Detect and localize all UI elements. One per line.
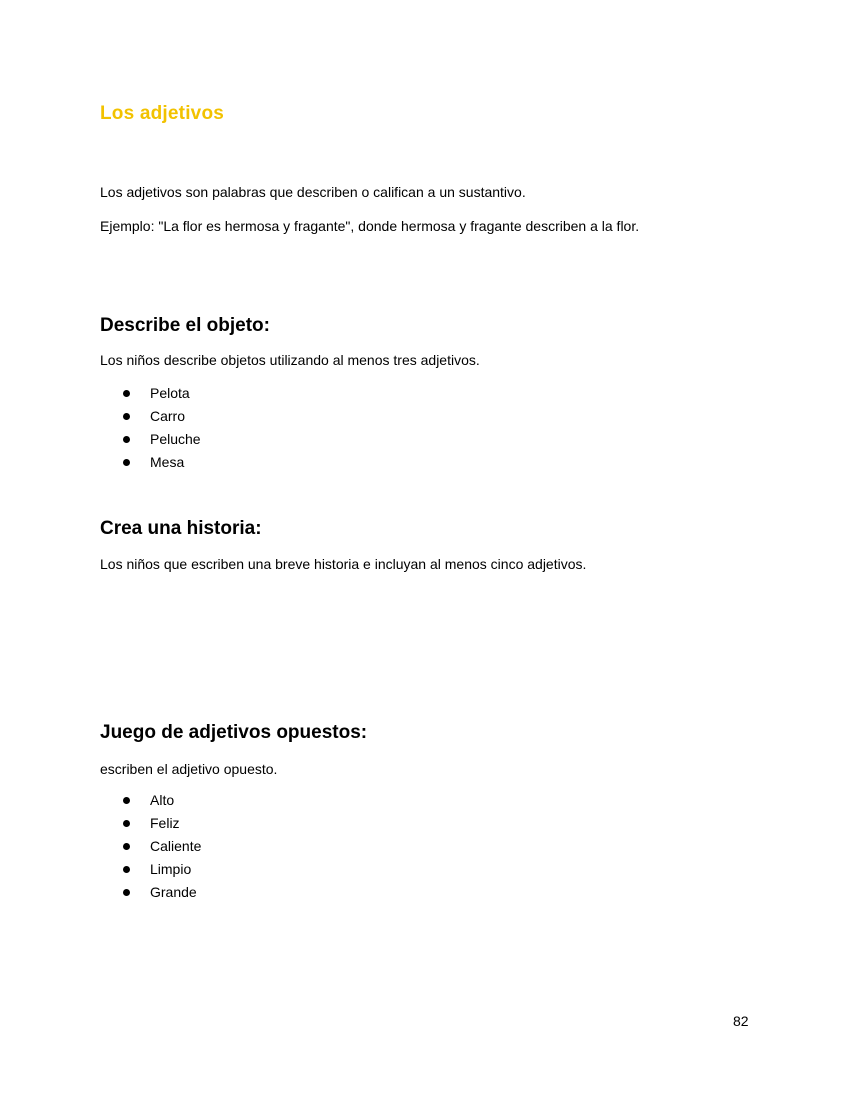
- list-item: Mesa: [123, 451, 201, 474]
- page-number: 82: [733, 1013, 749, 1029]
- list-item: Carro: [123, 405, 201, 428]
- section-heading-story: Crea una historia:: [100, 518, 262, 539]
- object-list: [123, 382, 201, 474]
- list-item: Feliz: [123, 812, 201, 835]
- bullet-icon: [123, 866, 130, 873]
- bullet-icon: [123, 436, 130, 443]
- section-text-opposites: escriben el adjetivo opuesto.: [100, 761, 278, 777]
- opposites-list: [123, 789, 201, 904]
- section-heading-describe: Describe el objeto:: [100, 315, 270, 336]
- list-item: Alto: [123, 789, 201, 812]
- section-text-describe: Los niños describe objetos utilizando al menos tres adjetivos.: [100, 352, 480, 368]
- bullet-icon: [123, 843, 130, 850]
- bullet-icon: [123, 459, 130, 466]
- bullet-icon: [123, 413, 130, 420]
- definition-text: Los adjetivos son palabras que describen o califican a un sustantivo.: [100, 184, 526, 200]
- list-item: Limpio: [123, 858, 201, 881]
- list-item: Peluche: [123, 428, 201, 451]
- page-title: Los adjetivos: [100, 103, 225, 124]
- bullet-icon: [123, 820, 130, 827]
- list-item: Pelota: [123, 382, 201, 405]
- bullet-icon: [123, 390, 130, 397]
- section-heading-opposites: Juego de adjetivos opuestos:: [100, 722, 368, 743]
- example-text: Ejemplo: "La flor es hermosa y fragante", donde hermosa y fragante describen a la flor.: [100, 218, 640, 234]
- bullet-icon: [123, 889, 130, 896]
- list-item: Grande: [123, 881, 201, 904]
- list-item: Caliente: [123, 835, 201, 858]
- section-text-story: Los niños que escriben una breve historia e incluyan al menos cinco adjetivos.: [100, 556, 587, 572]
- bullet-icon: [123, 797, 130, 804]
